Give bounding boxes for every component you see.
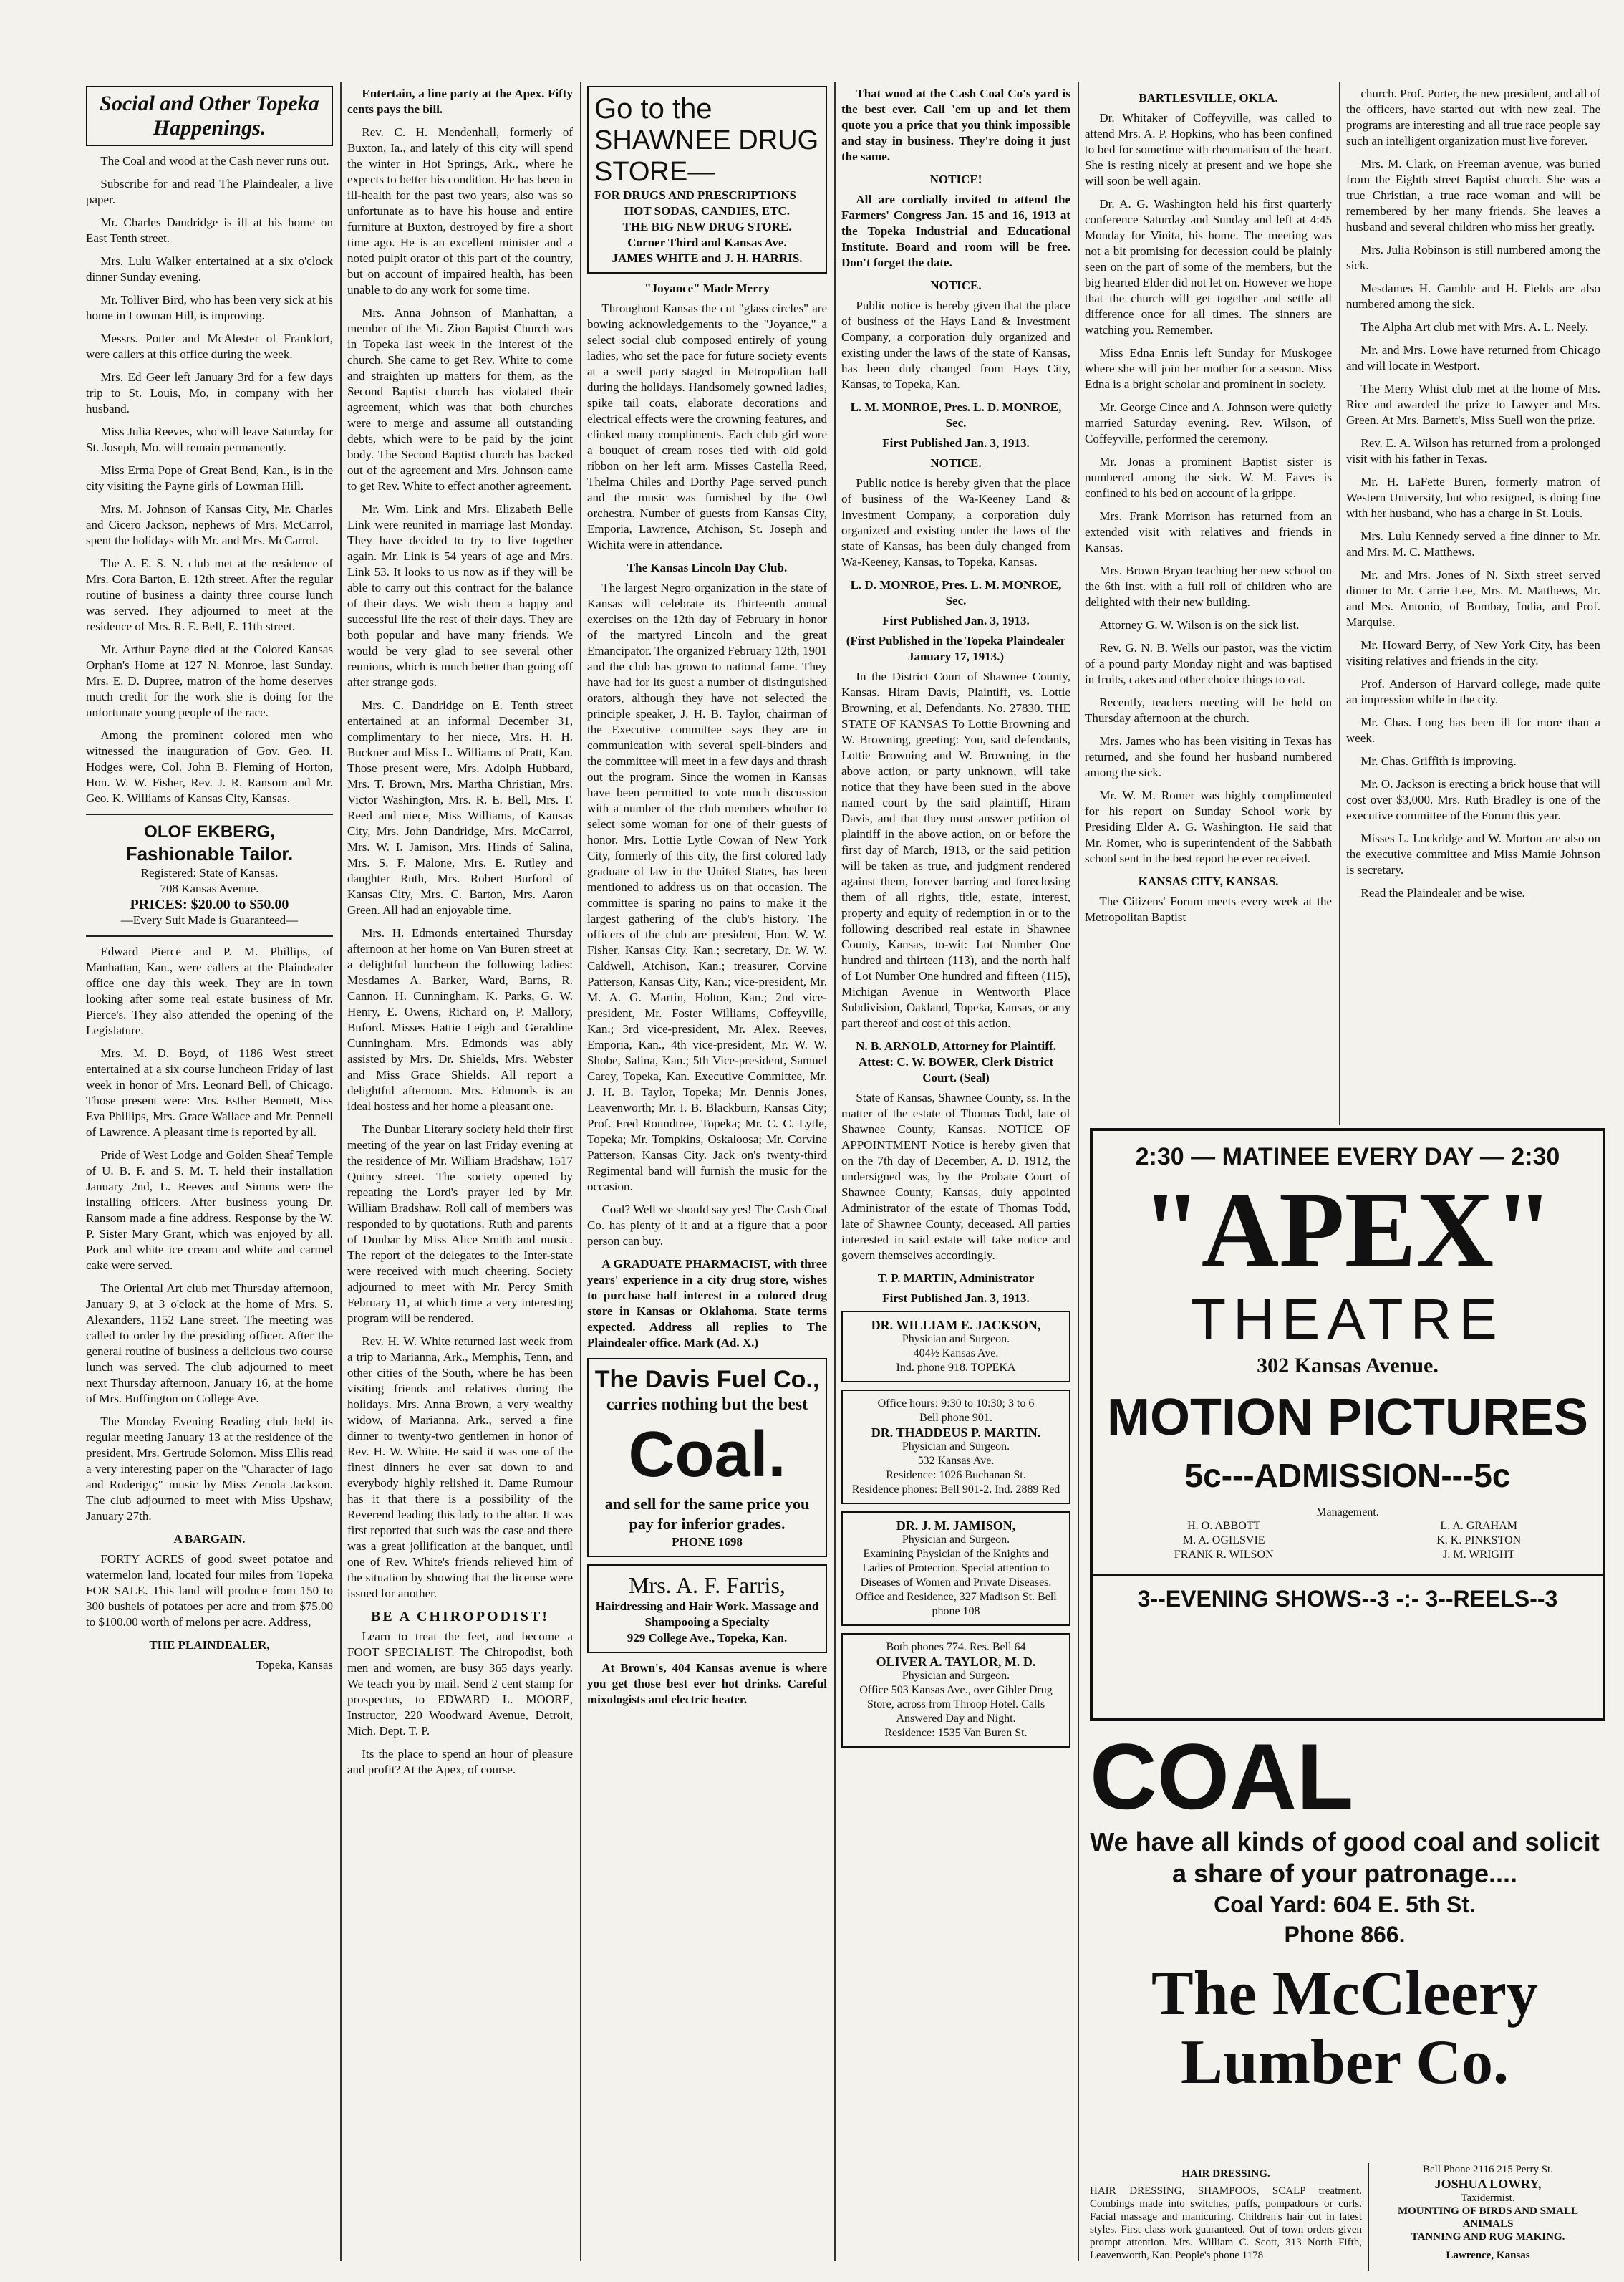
- manager: FRANK R. WILSON: [1174, 1549, 1274, 1561]
- lowry-line: MOUNTING OF BIRDS AND SMALL ANIMALS: [1398, 2205, 1578, 2230]
- card-line: Examining Physician of the Knights and Ladies of Protection. Special attention to Diseases of Women and Private Diseases. Office and Residence, 327 Madison St. Bell phone 108: [855, 1548, 1057, 1617]
- news-item: Misses L. Lockridge and W. Morton are also on the executive committee and Miss Mamie Johnson is secretary.: [1346, 832, 1600, 877]
- news-item: Mrs. Frank Morrison has returned from an extended visit with relatives and friends in Kansas.: [1085, 509, 1332, 554]
- notice-sig: L. M. MONROE, Pres. L. D. MONROE, Sec.: [850, 400, 1062, 430]
- card-line: Physician and Surgeon.: [902, 1333, 1010, 1345]
- news-item: Mr. Chas. Long has been ill for more than a week.: [1346, 716, 1600, 745]
- jamison-card: [841, 1511, 1070, 1626]
- news-item: Recently, teachers meeting will be held on Thursday afternoon at the church.: [1085, 695, 1332, 725]
- news-item: The Coal and wood at the Cash never runs out.: [100, 154, 329, 168]
- tailor-guarantee: —Every Suit Made is Guaranteed—: [120, 913, 299, 927]
- drug-line: HOT SODAS, CANDIES, ETC.: [624, 204, 791, 218]
- lumber-company: The McCleery Lumber Co.: [1151, 1959, 1538, 2097]
- drug-line: Corner Third and Kansas Ave.: [627, 236, 787, 249]
- coal-phone: Phone 866.: [1284, 1922, 1406, 1948]
- news-item: Mrs. Lulu Walker entertained at a six o'clock dinner Sunday evening.: [86, 254, 333, 284]
- column-2: [347, 86, 573, 2261]
- lincoln-text: The largest Negro organization in the state of Kansas will celebrate its Thirteenth annual exercises on the 12th day of February in honor of the martyred Lincoln and the great Emancipator. The organized February 12th, 1901 and the club has grown to national fame. They have had for its guest a number of distinguished orators, although they have not selected the principle speaker, J. H. B. Taylor, chairman of the Executive committee says they are in communication with several spell-binders and the committee will meet in a few days and thrash out the program. Since the women in Kansas have been permitted to vote much discussion with a number of the club members whether to select some woman for one of their guests of honor. Mrs. Lottie Lytle Cowan of New York City, formerly of this city, the first colored lady graduate of law in the United States, has been mentioned to address us on that occasion. The committee is sparing no pains to make it the largest gathering of the club's history. The officers of the club are president, Hon. W. W. Fisher, Kansas City, Kan.; secretary, Dr. W. W. Caldwell, Atchison, Kan.; treasurer, Corvine Patterson, Kansas City, Kan.; vice-president, Mr. M. A. G. Martin, Holton, Kan.; 2nd vice-president, Mr. Foster Williams, Coffeyville, Kan.; 3rd vice-president, Mr. Alex. Reeves, Emporia, Kan., 4th vice-president, Mr. W. W. Shobe, Salina, Kan.; 5th Vice-president, Samuel Carey, Topeka, Kan. Executive Committee, Mr. J. H. B. Taylor, Topeka; Mr. Dennis Jones, Leavenworth; Mr. I. B. Blackburn, Kansas City; Prof. Fred Roundtree, Topeka; Mr. C. C. Lytle, Topeka; Mr. Tompkins, Oskaloosa; Mr. Corvine Patterson, Kansas City. Jack on's twenty-third Regimental band will furnish the music for the occasion.: [587, 581, 827, 1193]
- lowry-name: JOSHUA LOWRY,: [1434, 2177, 1542, 2191]
- notice-pub: First Published Jan. 3, 1913.: [882, 436, 1030, 450]
- news-item: Edward Pierce and P. M. Phillips, of Manhattan, Kan., were callers at the Plaindealer office one day this week. They are in town looking after some real estate business of Mr. Pierce's. They also attended the opening of the Legislature.: [86, 945, 333, 1037]
- news-item: The Citizens' Forum meets every week at the Metropolitan Baptist: [1085, 895, 1332, 924]
- pharmacist-ad: A GRADUATE PHARMACIST, with three years' experience in a city drug store, wishes to purchase half interest in a colored drug store in Kansas or Oklahoma. State terms expected. Address all replies to The Plaindealer office. Mark (Ad. X.): [587, 1257, 827, 1349]
- news-item: That wood at the Cash Coal Co's yard is the best ever. Call 'em up and let them quote you a price that you think impossible and stay in business. They're doing it just the same.: [841, 87, 1070, 163]
- news-item: Entertain, a line party at the Apex. Fifty cents pays the bill.: [347, 87, 573, 116]
- farris-line: Hairdressing and Hair Work. Massage and Shampooing a Specialty: [595, 1599, 819, 1629]
- card-line: Physician and Surgeon.: [902, 1440, 1010, 1453]
- news-item: Mrs. Brown Bryan teaching her new school on the 6th inst. with a full roll of children who are delighted with their new building.: [1085, 564, 1332, 609]
- theatre-word: THEATRE: [1191, 1287, 1504, 1351]
- notice-head: NOTICE.: [930, 279, 982, 292]
- hair-dressing-ad: [1090, 2163, 1369, 2271]
- manager: J. M. WRIGHT: [1443, 1549, 1515, 1561]
- news-item: Mr. Wm. Link and Mrs. Elizabeth Belle Link were reunited in marriage last Monday. They have decided to try to live together again. Mr. Link is 54 years of age and Mrs. Link 53. It looks to us now as if they will be able to carry out this contract for the balance of their days. We wish them a happy and successful life the rest of their days. They are both popular and have many friends. We would be very glad to see several other reunions, which is much better than going off after strange gods.: [347, 502, 573, 689]
- column-rule: [340, 82, 342, 2261]
- mccleery-coal-ad: [1090, 1726, 1600, 2156]
- management-label: Management.: [1316, 1506, 1379, 1518]
- news-item: Mr. W. M. Romer was highly complimented for his report on Sunday School work by Presiding Elder A. G. Washington. He said that Mr. Romer, who is superintendent of the Sabbath school sent in the best report he ever received.: [1085, 789, 1332, 865]
- column-rule: [1078, 82, 1079, 2261]
- card-line: 404½ Kansas Ave.: [913, 1347, 999, 1359]
- news-item: Mrs. Anna Johnson of Manhattan, a member of the Mt. Zion Baptist Church was in Topeka last week in the interest of the church. She came to get Rev. White to come and straighten up matters for them, as the Second Baptist church has violated their agreement, which was that both churches were to merge and assume all outstanding debts, which were to be paid by the joint body. The Second Baptist church has backed out of the agreement and Mrs. Johnson came to get Rev. White to effect another agreement.: [347, 306, 573, 493]
- card-line: DR. J. M. JAMISON,: [896, 1518, 1016, 1533]
- news-item: Miss Erma Pope of Great Bend, Kan., is in the city visiting the Payne girls of Lowman Hill.: [86, 463, 333, 493]
- court-text: In the District Court of Shawnee County, Kansas. Hiram Davis, Plaintiff, vs. Lottie Browning, et al, Defendants. No. 27830. THE STATE OF KANSAS To Lottie Browning and W. Browning, greeting: You, said defendants, Lottie Browning and W. Browning, in the above action, or party unknown, will take notice that they have been sued in the above named court by the said plaintiff, Hiram Davis, and that they must answer petition of plaintiff in the above action, on or before the first day of March, 1913, or the said petition will be taken as true, and judgment rendered against them, forever barring and foreclosing them of all rights, title, estate, interest, property and equity of redemption in or to the following described real estate in Shawnee County, Kansas, to-wit: Lot Number One hundred and thirteen (113), and the north half of Lot Number One hundred and fifteen (115), Michigan Avenue in Wentworth Place Subdivision, Oakland, Topeka, Kansas, or any part thereof and cost of this action.: [841, 670, 1070, 1030]
- card-line: Residence: 1535 Van Buren St.: [884, 1727, 1028, 1739]
- notice-text: Public notice is hereby given that the place of business of the Wa-Keeney Land & Investment Company, a corporation duly organized and existing under the laws of the state of Kansas, has been duly changed from Wa-Keeney, Kansas, to Topeka, Kansas.: [841, 476, 1070, 569]
- news-item: Among the prominent colored men who witnessed the inauguration of Gov. Geo. H. Hodges were, Col. John B. Fleming of Horton, Hon. W. W. Fisher, Rev. J. R. Ransom and Mr. Geo. K. Williams of Kansas City, Kansas.: [86, 728, 333, 805]
- card-line: Both phones 774. Res. Bell 64: [886, 1641, 1026, 1653]
- management-list: [1093, 1519, 1603, 1562]
- column-rule: [1339, 82, 1340, 1125]
- card-line: Residence: 1026 Buchanan St.: [886, 1469, 1026, 1481]
- news-item: Mr. Chas. Griffith is improving.: [1360, 754, 1517, 768]
- notice-pub: First Published Jan. 3, 1913.: [882, 614, 1030, 627]
- drug-line: THE BIG NEW DRUG STORE.: [622, 220, 792, 234]
- news-item: Rev. H. W. White returned last week from a trip to Marianna, Ark., Memphis, Tenn, and other cities of the South, where he has been visiting friends and relatives during the holidays. Mrs. Anna Brown, a very wealthy widow, of Marianna, Ark., served a fine dinner to twenty-two gentlemen in honor of Rev. H. W. White. He said it was one of the finest dinners he ever sat down to and everybody highly relished it. Dame Rumour has it that there is a possibility of the Reverend leading this lady to the altar. It was first reported that such was the case and there was a great jollification at the banquet, until one of Rev. White's friends relieved him of the situation by showing that the license were issued for another.: [347, 1334, 573, 1600]
- news-item: Mrs. M. Clark, on Freeman avenue, was buried from the Eighth street Baptist church. She was a true Christian, a true race woman and will be remembered by her many friends. She leaves a husband and several children who miss her greatly.: [1346, 157, 1600, 234]
- chiropodist-head: BE A CHIROPODIST!: [371, 1609, 549, 1624]
- davis-line: PHONE 1698: [672, 1535, 743, 1549]
- news-item: Mr. H. LaFette Buren, formerly matron of Western University, but who resigned, is doing fine with her husband, who has a charge in St. Louis.: [1346, 475, 1600, 520]
- farris-name: Mrs. A. F. Farris,: [629, 1572, 786, 1598]
- taylor-card: [841, 1633, 1070, 1748]
- divider: [86, 814, 333, 815]
- news-item: Prof. Anderson of Harvard college, made quite an impression while in the city.: [1346, 677, 1600, 706]
- column-6: [1346, 86, 1600, 1122]
- news-item: church. Prof. Porter, the new president, and all of the officers, have started out with new zeal. The programs are interesting and all true race people say such an intelligent organization must live forever.: [1346, 87, 1600, 148]
- coal-yard: Coal Yard: 604 E. 5th St.: [1214, 1892, 1476, 1917]
- coal-word: COAL: [1090, 1724, 1354, 1829]
- notice-head: NOTICE.: [930, 456, 982, 470]
- notice-head: NOTICE!: [929, 173, 982, 186]
- column-1: [86, 86, 333, 2261]
- lowry-line: Taxidermist.: [1461, 2192, 1515, 2204]
- news-item: Subscribe for and read The Plaindealer, a live paper.: [86, 177, 333, 206]
- tailor-addr: 708 Kansas Avenue.: [160, 882, 259, 895]
- news-item: Mr. George Cince and A. Johnson were quietly married Saturday evening. Rev. Wilson, of Coffeyville, performed the ceremony.: [1085, 400, 1332, 446]
- manager: K. K. PINKSTON: [1436, 1534, 1522, 1546]
- court-sig: N. B. ARNOLD, Attorney for Plaintiff. Attest: C. W. BOWER, Clerk District Court. (Seal): [856, 1039, 1056, 1084]
- card-line: Ind. phone 918. TOPEKA: [896, 1362, 1016, 1374]
- joyance-head: "Joyance" Made Merry: [644, 281, 770, 295]
- column-rule: [580, 82, 581, 2261]
- tailor-title: Fashionable Tailor.: [125, 843, 294, 865]
- news-item: Pride of West Lodge and Golden Sheaf Temple of U. B. F. and S. M. T. held their installation January 2nd, L. Reeves and Simms were the installing officers. After business young Dr. Ransom made a fine address. Response by the W. P. Sister Mary Grant, which was enjoyed by all. Pork and white ice cream and white and carmel cake were served.: [86, 1148, 333, 1272]
- joyance-text: Throughout Kansas the cut "glass circles" are bowing acknowledgements to the "Joyance," a select social club composed entirely of young ladies, who set the pace for future society events at a swell party staged in Metropolitan hall during the holidays. Handsomely gowned ladies, spike tail coats, elaborate decorations and electrical effects were the crowning features, and clinked many compliments. Each club girl wore a bouquet of cream roses tied with old gold ribbon on her left arm. Misses Castella Reed, Thelma Chiles and Dorthy Page served punch and the music was furnished by the Owl orchestra. Number of guests from Kansas City, Emporia, Lawrence, Atchison, St. Joseph and Wichita were in attendance.: [587, 302, 827, 552]
- hair-head: HAIR DRESSING.: [1181, 2168, 1270, 2180]
- coal-note: Coal? Well we should say yes! The Cash Coal Co. has plenty of it and at a figure that a poor person can buy.: [587, 1203, 827, 1248]
- news-item: Mesdames H. Gamble and H. Fields are also numbered among the sick.: [1346, 281, 1600, 311]
- dateline: BARTLESVILLE, OKLA.: [1139, 91, 1278, 105]
- bottom-ads: [1090, 2163, 1600, 2271]
- card-line: Office 503 Kansas Ave., over Gibler Drug Store, across from Throop Hotel. Calls Answered Day and Night.: [859, 1684, 1053, 1725]
- card-line: Physician and Surgeon.: [902, 1670, 1010, 1682]
- lowry-line: Lawrence, Kansas: [1446, 2250, 1530, 2261]
- admission-line: 5c---ADMISSION---5c: [1184, 1457, 1511, 1494]
- news-item: The Monday Evening Reading club held its regular meeting January 13 at the residence of the president, Mrs. Gertrude Solomon. Miss Ellis read a very interesting paper on the "Character of Iago and Roderigo;" music by Miss Zenola Jackson. The club adjourned to meet with Miss Upshaw, January 27th.: [86, 1415, 333, 1523]
- news-item: Mr. and Mrs. Jones of N. Sixth street served dinner to Mr. Carrie Lee, Mrs. M. Matthews, Mr. and Mrs. Antonio, of Bombay, India, and Prof. Marquise.: [1346, 568, 1600, 629]
- card-line: DR. WILLIAM E. JACKSON,: [871, 1318, 1041, 1332]
- news-item: Messrs. Potter and McAlester of Frankfort, were callers at this office during the week.: [86, 332, 333, 361]
- davis-fuel-ad: [587, 1358, 827, 1557]
- column-4: [841, 86, 1070, 2261]
- news-item: Mrs. Lulu Kennedy served a fine dinner to Mr. and Mrs. M. C. Matthews.: [1346, 529, 1600, 559]
- card-line: DR. THADDEUS P. MARTIN.: [871, 1425, 1041, 1440]
- drug-line: Go to the: [594, 93, 712, 125]
- news-item: Read the Plaindealer and be wise.: [1360, 886, 1525, 900]
- davis-line: and sell for the same price you pay for inferior grades.: [604, 1495, 810, 1533]
- news-item: Mr. O. Jackson is erecting a brick house that will cost over $3,000. Mrs. Ruth Bradley is one of the executive committee of the Forum this year.: [1346, 777, 1600, 822]
- estate-sig: T. P. MARTIN, Administrator: [877, 1271, 1035, 1285]
- estate-text: State of Kansas, Shawnee County, ss. In the matter of the estate of Thomas Todd, late of Shawnee County, Kansas. NOTICE OF APPOINTMENT Notice is hereby given that on the 7th day of December, A. D. 1912, the undersigned was, by the Probate Court of Shawnee County, Kansas, duly appointed Administrator of the estate of Thomas Todd, late of Shawnee County, deceased. All parties interested in said estate will take notice and govern themselves accordingly.: [841, 1091, 1070, 1262]
- apex-address: 302 Kansas Avenue.: [1257, 1354, 1439, 1377]
- bargain-text: FORTY ACRES of good sweet potatoe and watermelon land, located four miles from Topeka FOR SALE. This land will produce from 150 to 300 bushels of potatoes per acre and from $75.00 to $100.00 worth of melons per acre. Address,: [86, 1552, 333, 1629]
- drug-line: SHAWNEE DRUG STORE—: [594, 125, 819, 187]
- drug-line: FOR DRUGS AND PRESCRIPTIONS: [594, 188, 796, 202]
- taxidermist-ad: [1376, 2163, 1600, 2262]
- bargain-city: Topeka, Kansas: [256, 1658, 333, 1672]
- news-item: Mr. Howard Berry, of New York City, has been visiting relatives and friends in the city.: [1346, 638, 1600, 668]
- divider: [86, 935, 333, 937]
- card-line: Bell phone 901.: [919, 1412, 992, 1424]
- news-item: Mrs. H. Edmonds entertained Thursday afternoon at her home on Van Buren street at a delightful luncheon the following ladies: Mesdames A. Barker, Ward, Barns, R. Cannon, H. Cunningham, K. Parks, G. W. Henry, E. Owens, Richard on, P. Mallory, Buford. Misses Hattie Leigh and Geraldine Cunningham. Mrs. Edmonds was ably assisted by Mrs. Dr. Shields, Mrs. Webster and Miss Grace Shields. All report a delightful afternoon. Mrs. Edmonds is an ideal hostess and her home a pleasant one.: [347, 926, 573, 1113]
- bargain-sig: THE PLAINDEALER,: [149, 1638, 270, 1652]
- davis-line: carries nothing but the best: [606, 1395, 808, 1414]
- davis-line: The Davis Fuel Co.,: [594, 1366, 820, 1393]
- davis-coal: Coal.: [628, 1419, 786, 1491]
- news-item: Mrs. Julia Robinson is still numbered among the sick.: [1346, 243, 1600, 272]
- apex-name: "APEX": [1141, 1170, 1554, 1289]
- news-item: Dr. Whitaker of Coffeyville, was called to attend Mrs. A. P. Hopkins, who has been confined to bed for sometime with rheumatism of the heart. She is resting nicely at present and we hope she will soon be well again.: [1085, 111, 1332, 188]
- column-rule: [834, 82, 836, 2261]
- news-item: Mrs. M. D. Boyd, of 1186 West street entertained at a six course luncheon Friday of last week in honor of Mrs. Leonard Bell, of Chicago. Those present were: Mrs. Esther Bennett, Miss Eva Phillips, Mrs. Grace Wallace and Mr. Pennell of Lawrence. A pleasant time is reported by all.: [86, 1046, 333, 1139]
- tailor-prices: PRICES: $20.00 to $50.00: [130, 897, 289, 913]
- news-item: Mr. Charles Dandridge is ill at his home on East Tenth street.: [86, 216, 333, 245]
- news-item: The Merry Whist club met at the home of Mrs. Rice and awarded the prize to Lawyer and Mrs. Green. At Mrs. Barnett's, Miss Suell won the prize.: [1346, 382, 1600, 427]
- notice-text: All are cordially invited to attend the Farmers' Congress Jan. 15 and 16, 1913 at the Topeka Industrial and Educational Institute. Board and room will be free. Don't forget the date.: [841, 193, 1070, 269]
- tailor-ad: [86, 822, 333, 928]
- jackson-card: [841, 1311, 1070, 1382]
- lowry-line: TANNING AND RUG MAKING.: [1411, 2231, 1565, 2243]
- manager: M. A. OGILSVIE: [1182, 1534, 1265, 1546]
- lowry-line: Bell Phone 2116 215 Perry St.: [1423, 2164, 1553, 2175]
- news-item: Mr. Tolliver Bird, who has been very sick at his home in Lowman Hill, is improving.: [86, 293, 333, 322]
- column-3: [587, 86, 827, 2261]
- news-item: Miss Edna Ennis left Sunday for Muskogee where she will join her mother for a season. Miss Edna is a bright scholar and prominent in society.: [1085, 346, 1332, 391]
- news-item: Attorney G. W. Wilson is on the sick list.: [1099, 618, 1300, 632]
- news-item: Mr. and Mrs. Lowe have returned from Chicago and will locate in Westport.: [1346, 343, 1600, 372]
- news-item: Rev. E. A. Wilson has returned from a prolonged visit with his father in Texas.: [1346, 436, 1600, 466]
- news-item: Miss Julia Reeves, who will leave Saturday for St. Joseph, Mo. will remain permanently.: [86, 425, 333, 454]
- notice-text: Public notice is hereby given that the place of business of the Hays Land & Investment Company, a corporation duly organized and existing under the laws of the state of Kansas, has been duly changed from Hays City, Kansas, to Topeka, Kan.: [841, 299, 1070, 391]
- news-item: Mr. Jonas a prominent Baptist sister is numbered among the sick. W. M. Eaves is confined to his bed on account of la grippe.: [1085, 455, 1332, 500]
- chiropodist-text: Learn to treat the feet, and become a FOOT SPECIALIST. The Chiropodist, both men and women, are busy 365 days yearly. We teach you by mail. Send 2 cent stamp for prospectus, to EDWARD L. MOORE, Instructor, 220 Woodward Avenue, Detroit, Mich. Dept. T. P.: [347, 1629, 573, 1738]
- news-item: Mrs. James who has been visiting in Texas has returned, and she found her husband numbered among the sick.: [1085, 734, 1332, 779]
- browns-note: At Brown's, 404 Kansas avenue is where you get those best ever hot drinks. Careful mixologists and electric heater.: [587, 1661, 827, 1706]
- card-line: Office hours: 9:30 to 10:30; 3 to 6: [877, 1397, 1035, 1410]
- bargain-head: A BARGAIN.: [173, 1532, 246, 1546]
- news-item: Dr. A. G. Washington held his first quarterly conference Saturday and Sunday and left at 4:45 Monday for Vinita, his home. The meeting was not a bit promising for decession could be plainly seen on the part of some of the members, but the big hearted Elder did not let on. However we hope that the church will get together and settle all difference once for all times. The sinners are watching you. Remember.: [1085, 197, 1332, 337]
- drug-line: JAMES WHITE and J. H. HARRIS.: [612, 251, 803, 265]
- lincoln-head: The Kansas Lincoln Day Club.: [627, 561, 788, 574]
- manager: L. A. GRAHAM: [1440, 1520, 1517, 1532]
- card-line: Residence phones: Bell 901-2. Ind. 2889 Red: [851, 1483, 1060, 1496]
- news-item: Mr. Arthur Payne died at the Colored Kansas Orphan's Home at 127 N. Monroe, last Sunday. Mrs. E. D. Dupree, matron of the home deserves much credit for the work she is doing for the unfortunate young people of the race.: [86, 642, 333, 719]
- news-item: The Dunbar Literary society held their first meeting of the year on last Friday evening at the residence of Mr. William Bradshaw, 1517 Quincy street. The society opened by repeating the Lord's prayer led by Mr. William Bradshaw. Roll call of members was responded to by quotations. Ruth and parents of Dunbar by Miss Alice Smith and music. The report of the delegates to the Inter-state were received with much cheering. Society adjourned to meet with Mr. Percy Smith February 11, at which time a very interesting program will be rendered.: [347, 1122, 573, 1325]
- motion-pictures: MOTION PICTURES: [1106, 1389, 1588, 1446]
- court-head: (First Published in the Topeka Plaindealer January 17, 1913.): [846, 634, 1066, 663]
- news-item: Rev. C. H. Mendenhall, formerly of Buxton, Ia., and lately of this city will spend the winter in Hot Springs, Ark., where he expects to better his condition. He has been in ill-health for the past two years, also was so unfortunate as to have his house and entire furniture at Buxton, destroyed by fire a short time ago. He is an excellent minister and a noted pulpit orator of this part of the country, but on account of impaired health, has been unable to do any work for some time.: [347, 125, 573, 297]
- coal-line: We have all kinds of good coal and solicit a share of your patronage....: [1090, 1827, 1600, 1888]
- card-line: 532 Kansas Ave.: [917, 1455, 995, 1467]
- dateline: KANSAS CITY, KANSAS.: [1138, 875, 1279, 888]
- news-item: Mrs. Ed Geer left January 3rd for a few days trip to St. Louis, Mo, in company with her husband.: [86, 370, 333, 415]
- masthead: Social and Other Topeka Happenings.: [86, 86, 333, 146]
- apex-theatre-ad: [1090, 1128, 1605, 1721]
- drug-store-ad: [587, 86, 827, 274]
- news-item: Mrs. C. Dandridge on E. Tenth street entertained at an informal December 31, complimentary to her niece, Mrs. H. H. Buckner and Miss L. Williams of Pratt, Kan. Those present were, Mrs. Adolph Hubbard, Mrs. T. Brown, Mrs. Martha Christian, Mrs. Victor Washington, Mrs. R. E. Bell, Mrs. T. Reed and niece, Miss Williams, of Kansas City, Mrs. John Dandridge, Mrs. McCarrol, Mrs. W. I. Jamison, Mrs. Hinds of Salina, Mrs. S. F. Malone, Mrs. E. Rutley and daughter Ruth, Mrs. Robert Burford of Kansas City, Mrs. C. Barton, Mrs. Aaron Green. All had an enjoyable time.: [347, 698, 573, 917]
- notice-sig: L. D. MONROE, Pres. L. M. MONROE, Sec.: [850, 578, 1062, 607]
- martin-card: [841, 1390, 1070, 1504]
- matinee-line: 2:30 — MATINEE EVERY DAY — 2:30: [1135, 1143, 1560, 1170]
- news-item: The Oriental Art club met Thursday afternoon, January 9, at 3 o'clock at the home of Mrs. S. Alexanders, 1152 Lane street. The meeting was called to order by the presiding officer. After the general routine of business a delicious two course lunch was served. The club adjourned to meet next Thursday afternoon, January 16, at the home of Mrs. Buffington on College Ave.: [86, 1281, 333, 1405]
- farris-line: 929 College Ave., Topeka, Kan.: [627, 1631, 788, 1645]
- hair-text: HAIR DRESSING, SHAMPOOS, SCALP treatment. Combings made into switches, puffs, pompadours or curls. Facial massage and manicuring. Children's hair cut in latest styles. First class work guaranteed. Out of town orders given prompt attention. Mrs. William C. Scott, 313 North Fifth, Leavenworth, Kan. People's phone 1178: [1090, 2185, 1362, 2261]
- news-item: Mrs. M. Johnson of Kansas City, Mr. Charles and Cicero Jackson, nephews of Mrs. McCarrol, spent the holidays with Mr. and Mrs. McCarrol.: [86, 502, 333, 547]
- manager: H. O. ABBOTT: [1187, 1520, 1261, 1532]
- card-line: OLIVER A. TAYLOR, M. D.: [876, 1655, 1036, 1669]
- apex-note: Its the place to spend an hour of pleasure and profit? At the Apex, of course.: [347, 1747, 573, 1776]
- column-5: [1085, 86, 1332, 1122]
- estate-pub: First Published Jan. 3, 1913.: [882, 1291, 1030, 1305]
- news-item: The Alpha Art club met with Mrs. A. L. Neely.: [1360, 320, 1588, 334]
- tailor-reg: Registered: State of Kansas.: [140, 866, 279, 880]
- evening-shows: 3--EVENING SHOWS--3 -:- 3--REELS--3: [1093, 1574, 1603, 1614]
- farris-ad: [587, 1564, 827, 1653]
- card-line: Physician and Surgeon.: [902, 1534, 1010, 1546]
- news-item: The A. E. S. N. club met at the residence of Mrs. Cora Barton, E. 12th street. After the regular routine of business a dainty three course lunch was served. They adjourned to meet at the residence of Mrs. R. E. Bell, E. 11th street.: [86, 557, 333, 633]
- tailor-name: OLOF EKBERG,: [144, 822, 275, 842]
- news-item: Rev. G. N. B. Wells our pastor, was the victim of a pound party Monday night and was baptised in fruits, cakes and other choice things to eat.: [1085, 641, 1332, 686]
